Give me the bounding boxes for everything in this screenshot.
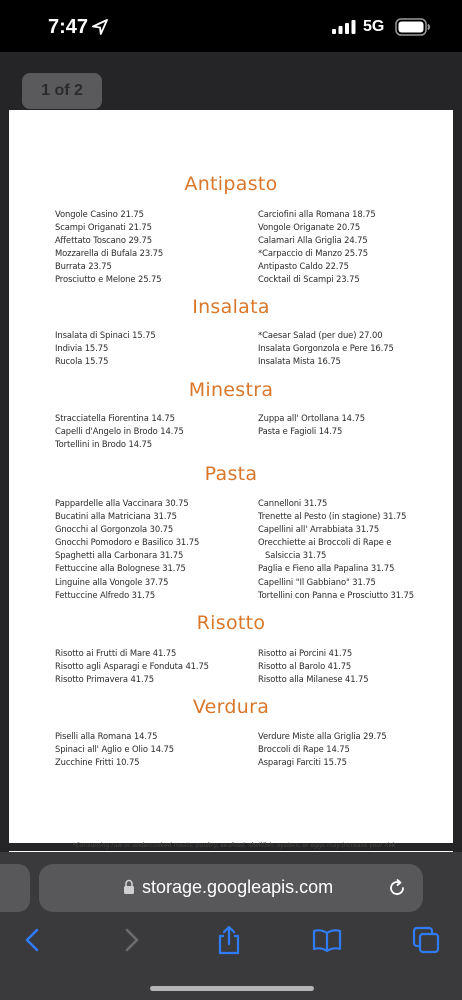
menu-column-left — [55, 730, 174, 769]
menu-item: Salsiccia 31.75 — [265, 550, 327, 561]
home-indicator — [150, 986, 314, 991]
menu-column-right — [258, 412, 365, 438]
menu-column-left — [55, 329, 156, 368]
share-icon[interactable] — [214, 925, 244, 955]
menu-item: Risotto al Barolo 41.75 — [258, 661, 352, 672]
status-bar — [0, 0, 462, 52]
menu-column-right — [258, 329, 394, 368]
page-indicator: 1 of 2 — [22, 73, 102, 109]
section-title-verdura: Verdura — [192, 696, 270, 718]
menu-item: Prosciutto e Melone 25.75 — [55, 274, 162, 285]
menu-item: Fettuccine alla Bolognese 31.75 — [55, 563, 186, 574]
menu-item: Capellini all' Arrabbiata 31.75 — [258, 524, 380, 535]
menu-column-right — [258, 208, 376, 287]
menu-item: Cannelloni 31.75 — [258, 498, 328, 508]
forward-icon[interactable] — [117, 925, 147, 955]
menu-item: Bucatini alla Matriciana 31.75 — [55, 511, 177, 522]
address-bar[interactable] — [39, 864, 423, 912]
menu-column-left — [55, 208, 163, 287]
menu-item: Capelli d'Angelo in Brodo 14.75 — [55, 426, 184, 437]
menu-item: Zuppa all' Ortollana 14.75 — [258, 413, 365, 423]
menu-item: Risotto ai Porcini 41.75 — [258, 648, 353, 658]
section-title-minestra: Minestra — [188, 379, 274, 401]
section-title-risotto: Risotto — [196, 612, 266, 634]
menu-item: Tortellini in Brodo 14.75 — [55, 439, 152, 450]
menu-item: Linguine alla Vongole 37.75 — [55, 576, 169, 587]
menu-item: Paglia e Fieno alla Papalina 31.75 — [258, 563, 395, 574]
lock-icon — [123, 879, 135, 895]
menu-item: Burrata 23.75 — [55, 261, 112, 272]
menu-item: Risotto Primavera 41.75 — [55, 674, 154, 685]
tabs-icon[interactable] — [411, 925, 441, 955]
menu-column-left — [55, 497, 199, 602]
menu-item: Gnocchi Pomodoro e Basilico 31.75 — [55, 537, 200, 548]
menu-item: Tortellini con Panna e Prosciutto 31.75 — [258, 589, 415, 600]
menu-item: Insalata Mista 16.75 — [258, 356, 341, 367]
menu-item: Indivia 15.75 — [55, 343, 109, 354]
menu-item: Zucchine Fritti 10.75 — [55, 757, 140, 768]
menu-item: Piselli alla Romana 14.75 — [55, 731, 158, 741]
back-icon[interactable] — [17, 925, 47, 955]
menu-item: *Carpaccio di Manzo 25.75 — [258, 248, 369, 259]
menu-item: Cocktail di Scampi 23.75 — [258, 274, 360, 285]
menu-item: Pappardelle alla Vaccinara 30.75 — [55, 498, 189, 508]
url-text: storage.googleapis.com — [142, 877, 334, 897]
menu-column-right — [258, 647, 369, 686]
menu-item: Insalata Gorgonzola e Pere 16.75 — [258, 343, 394, 354]
menu-item: Trenette al Pesto (in stagione) 31.75 — [258, 511, 407, 522]
menu-item: Vongole Origanate 20.75 — [258, 222, 361, 233]
network-type-label: 5G — [363, 18, 385, 35]
menu-item: Affettato Toscano 29.75 — [55, 235, 152, 246]
menu-item: Stracciatella Fiorentina 14.75 — [55, 413, 175, 423]
menu-item: Scampi Origanati 21.75 — [55, 222, 152, 233]
menu-item: Pasta e Fagioli 14.75 — [258, 426, 343, 437]
menu-column-right — [258, 730, 387, 769]
menu-item: Insalata di Spinaci 15.75 — [55, 330, 156, 340]
menu-item: Spinaci all' Aglio e Olio 14.75 — [55, 744, 174, 755]
cellular-signal-icon — [332, 20, 356, 34]
menu-item: Asparagi Farciti 15.75 — [258, 757, 347, 768]
menu-item: Verdure Miste alla Griglia 29.75 — [258, 731, 387, 741]
menu-column-left — [55, 647, 209, 686]
menu-item: Spaghetti alla Carbonara 31.75 — [55, 550, 184, 561]
menu-item: Rucola 15.75 — [55, 356, 109, 367]
menu-item: Gnocchi al Gorgonzola 30.75 — [55, 524, 174, 535]
disclaimer-line: *Consuming raw or undercooked meats, poultry, seafood, shellfish, oysters, or eggs may increase your risk — [72, 842, 396, 849]
menu-item: Antipasto Caldo 22.75 — [258, 261, 349, 272]
menu-item: Fettuccine Alfredo 31.75 — [55, 589, 156, 600]
menu-item: Carciofini alla Romana 18.75 — [258, 209, 376, 219]
menu-item: Broccoli di Rape 14.75 — [258, 744, 350, 755]
menu-item: Orecchiette ai Broccoli di Rape e — [258, 537, 392, 548]
menu-item: Risotto ai Frutti di Mare 41.75 — [55, 648, 177, 658]
browser-toolbar — [0, 852, 462, 1000]
section-title-insalata: Insalata — [192, 296, 270, 318]
status-time: 7:47 — [48, 16, 89, 38]
section-title-pasta: Pasta — [204, 463, 258, 485]
menu-item: Risotto alla Milanese 41.75 — [258, 674, 369, 685]
menu-item: Capellini "Il Gabbiano" 31.75 — [258, 576, 376, 587]
section-title-antipasto: Antipasto — [184, 173, 278, 195]
menu-column-right — [258, 497, 414, 602]
menu-column-left — [55, 412, 184, 451]
menu-item: Risotto agli Asparagi e Fonduta 41.75 — [55, 661, 209, 672]
reload-icon[interactable] — [387, 878, 407, 898]
location-arrow-icon — [92, 19, 108, 35]
menu-item: Mozzarella di Bufala 23.75 — [55, 248, 164, 259]
menu-item: *Caesar Salad (per due) 27.00 — [258, 330, 383, 340]
battery-icon — [395, 18, 431, 36]
pdf-viewer[interactable] — [0, 52, 462, 852]
previous-tab-preview[interactable] — [0, 864, 30, 912]
menu-page — [9, 110, 453, 849]
bookmarks-icon[interactable] — [312, 925, 342, 955]
menu-item: Calamari Alla Griglia 24.75 — [258, 235, 368, 246]
menu-item: Vongole Casino 21.75 — [55, 209, 144, 219]
